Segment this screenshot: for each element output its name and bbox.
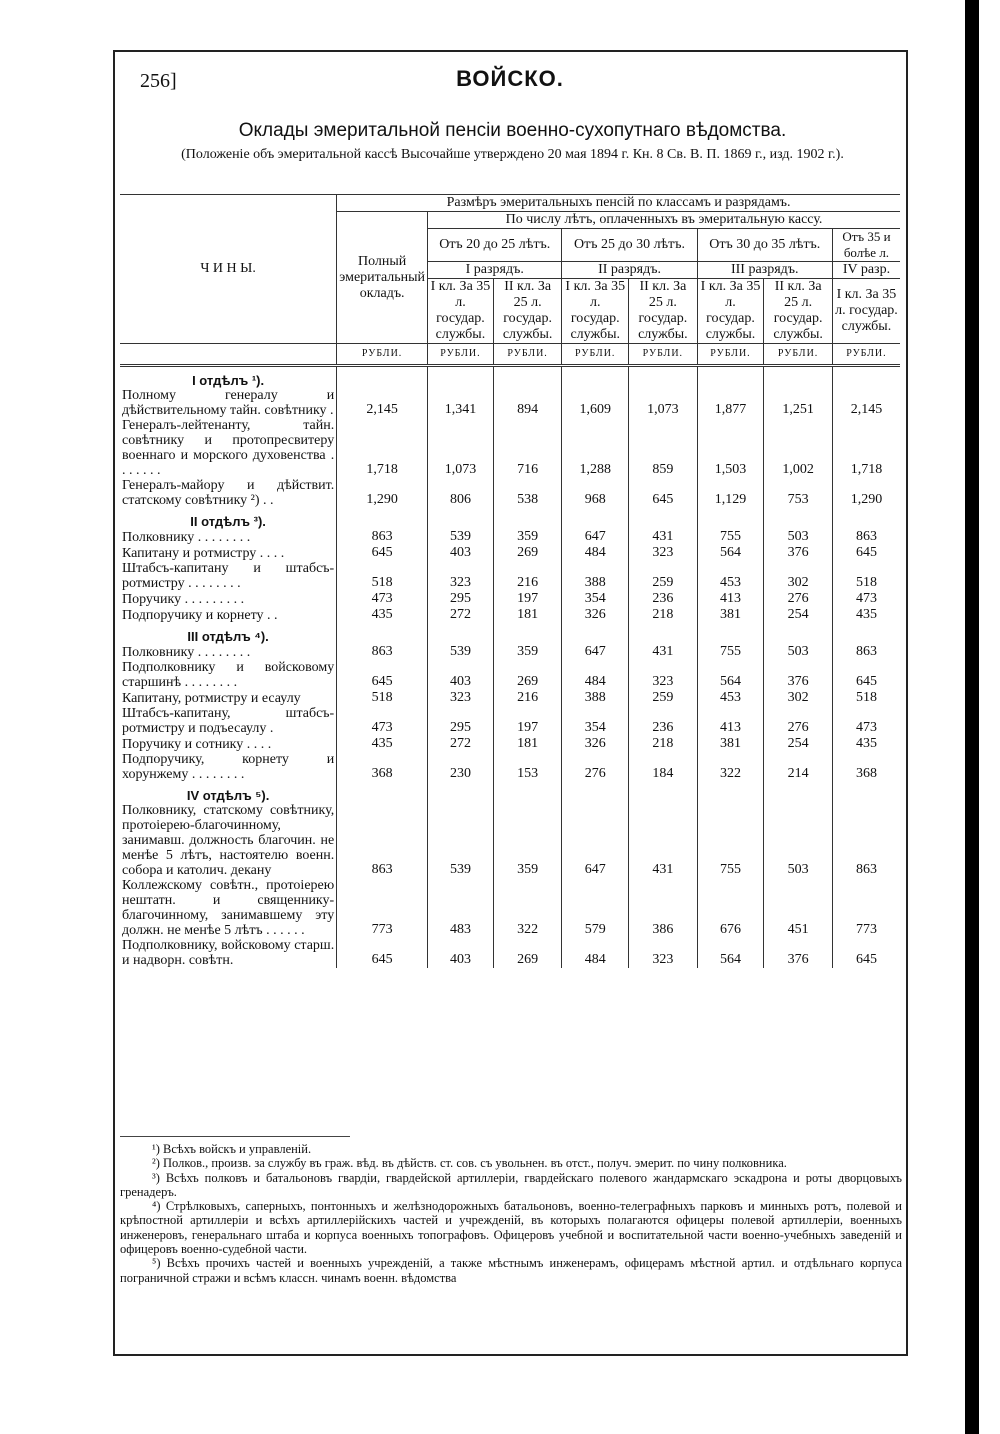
value-cell: 368 xyxy=(832,752,900,782)
rank-header: IV разр. xyxy=(832,262,900,279)
period-header: Отъ 20 до 25 лѣтъ. xyxy=(428,229,562,262)
unit-label: РУБЛИ. xyxy=(764,344,833,366)
value-cell: 272 xyxy=(428,736,494,752)
value-cell: 1,288 xyxy=(562,418,629,478)
empty-cell xyxy=(493,782,562,803)
value-cell: 859 xyxy=(629,418,698,478)
value-cell: 413 xyxy=(697,706,764,736)
value-cell: 181 xyxy=(493,736,562,752)
class-header: II кл. За 25 л. государ. службы. xyxy=(493,279,562,344)
empty-cell xyxy=(697,508,764,529)
table-row xyxy=(120,660,900,690)
unit-label: РУБЛИ. xyxy=(697,344,764,366)
value-cell: 359 xyxy=(493,529,562,545)
table-row xyxy=(120,561,900,591)
empty-cell xyxy=(764,623,833,644)
empty-cell xyxy=(764,366,833,389)
row-label: Полковнику, статскому совѣтнику, протоіерею-благочинному, занимавш. должность благочин. не менѣе 5 лѣтъ, настоятелю военн. собора и католич. декану xyxy=(122,803,335,878)
footnote-rule xyxy=(120,1136,350,1137)
value-cell: 153 xyxy=(493,752,562,782)
value-cell: 435 xyxy=(337,736,428,752)
empty-cell xyxy=(428,366,494,389)
row-label: Поручику и сотнику . . . . xyxy=(122,737,272,752)
section-heading-row xyxy=(120,366,900,389)
empty-cell xyxy=(428,782,494,803)
value-cell: 368 xyxy=(337,752,428,782)
value-cell: 276 xyxy=(562,752,629,782)
value-cell: 322 xyxy=(493,878,562,938)
scan-edge-bar xyxy=(965,0,979,1434)
value-cell: 295 xyxy=(428,591,494,607)
value-cell: 518 xyxy=(337,690,428,706)
value-cell: 269 xyxy=(493,938,562,968)
table-row xyxy=(120,545,900,561)
value-cell: 716 xyxy=(493,418,562,478)
class-header: II кл. За 25 л. государ. службы. xyxy=(764,279,833,344)
row-label: Подпоручику и корнету . . xyxy=(122,608,278,623)
value-cell: 376 xyxy=(764,938,833,968)
value-cell: 2,145 xyxy=(832,388,900,418)
empty-cell xyxy=(562,782,629,803)
value-cell: 473 xyxy=(337,591,428,607)
empty-cell xyxy=(629,623,698,644)
table-row xyxy=(120,529,900,545)
value-cell: 216 xyxy=(493,690,562,706)
pension-table xyxy=(120,194,900,968)
section-title: IV отдѣлъ ⁵). xyxy=(186,788,270,803)
value-cell: 435 xyxy=(832,736,900,752)
value-cell: 376 xyxy=(764,660,833,690)
value-cell: 388 xyxy=(562,690,629,706)
value-cell: 323 xyxy=(428,561,494,591)
value-cell: 381 xyxy=(697,736,764,752)
value-cell: 1,877 xyxy=(697,388,764,418)
class-header: I кл. За 35 л. государ. службы. xyxy=(562,279,629,344)
value-cell: 503 xyxy=(764,803,833,878)
row-label: Капитану, ротмистру и есаулу xyxy=(122,691,301,706)
value-cell: 218 xyxy=(629,607,698,623)
value-cell: 579 xyxy=(562,878,629,938)
value-cell: 322 xyxy=(697,752,764,782)
empty-cell xyxy=(764,508,833,529)
section-title: III отдѣлъ ⁴). xyxy=(187,629,269,644)
value-cell: 863 xyxy=(337,644,428,660)
period-header: Отъ 30 до 35 лѣтъ. xyxy=(697,229,832,262)
value-cell: 1,290 xyxy=(337,478,428,508)
footnote: ⁵) Всѣхъ прочихъ частей и военныхъ учрежденій, а также мѣстнымъ инженерамъ, офицерамъ мѣстной артил. и отдѣльнаго корпуса пограничной стражи и всѣмъ классн. чинамъ военн. вѣдомства xyxy=(120,1256,902,1285)
footnote: ²) Полков., произв. за службу въ граж. вѣд. въ дѣйств. ст. сов. съ увольнен. въ отст., получ. эмерит. по чину полковника. xyxy=(152,1156,787,1171)
unit-label: РУБЛИ. xyxy=(428,344,494,366)
row-label: Генералъ-майору и дѣйствит. статскому совѣтнику ²) . . xyxy=(122,478,335,508)
value-cell: 1,129 xyxy=(697,478,764,508)
section-title: II отдѣлъ ³). xyxy=(190,514,266,529)
footnote: ³) Всѣхъ полковъ и батальоновъ гвардіи, гвардейской артиллеріи, гвардейскаго полевого жандармскаго эскадрона и роты дворцовыхъ гренадеръ. xyxy=(120,1170,902,1199)
rank-header: III разрядъ. xyxy=(697,262,832,279)
unit-label: РУБЛИ. xyxy=(832,344,900,366)
value-cell: 184 xyxy=(629,752,698,782)
table-row xyxy=(120,478,900,508)
value-cell: 484 xyxy=(562,545,629,561)
value-cell: 539 xyxy=(428,529,494,545)
page-frame-left xyxy=(113,50,115,1355)
table-row xyxy=(120,938,900,968)
value-cell: 431 xyxy=(629,644,698,660)
row-label: Штабсъ-капитану и штабсъ-ротмистру . . . . . . . . xyxy=(122,561,335,591)
value-cell: 269 xyxy=(493,545,562,561)
value-cell: 539 xyxy=(428,803,494,878)
value-cell: 323 xyxy=(629,545,698,561)
empty-cell xyxy=(629,508,698,529)
value-cell: 539 xyxy=(428,644,494,660)
empty-cell xyxy=(832,508,900,529)
value-cell: 483 xyxy=(428,878,494,938)
value-cell: 276 xyxy=(764,591,833,607)
value-cell: 645 xyxy=(832,545,900,561)
section-heading-row xyxy=(120,782,900,803)
rank-header: I разрядъ. xyxy=(428,262,562,279)
value-cell: 403 xyxy=(428,938,494,968)
value-cell: 197 xyxy=(493,706,562,736)
value-cell: 236 xyxy=(629,706,698,736)
empty-cell xyxy=(764,782,833,803)
value-cell: 863 xyxy=(832,529,900,545)
unit-label: РУБЛИ. xyxy=(337,344,428,366)
table-row xyxy=(120,803,900,878)
row-label: Поручику . . . . . . . . . xyxy=(122,592,245,607)
value-cell: 473 xyxy=(337,706,428,736)
value-cell: 503 xyxy=(764,644,833,660)
value-cell: 1,002 xyxy=(764,418,833,478)
value-cell: 354 xyxy=(562,591,629,607)
value-cell: 359 xyxy=(493,644,562,660)
value-cell: 214 xyxy=(764,752,833,782)
value-cell: 451 xyxy=(764,878,833,938)
value-cell: 388 xyxy=(562,561,629,591)
value-cell: 2,145 xyxy=(337,388,428,418)
value-cell: 894 xyxy=(493,388,562,418)
value-cell: 676 xyxy=(697,878,764,938)
value-cell: 773 xyxy=(337,878,428,938)
value-cell: 755 xyxy=(697,644,764,660)
value-cell: 645 xyxy=(337,938,428,968)
row-label: Полному генералу и дѣйствительному тайн. совѣтнику . xyxy=(122,388,335,418)
table-row xyxy=(120,644,900,660)
section-heading-row xyxy=(120,623,900,644)
page-frame-top xyxy=(113,50,908,52)
value-cell: 453 xyxy=(697,690,764,706)
value-cell: 302 xyxy=(764,690,833,706)
value-cell: 323 xyxy=(629,938,698,968)
empty-cell xyxy=(562,508,629,529)
value-cell: 755 xyxy=(697,803,764,878)
empty-cell xyxy=(697,366,764,389)
unit-label: РУБЛИ. xyxy=(629,344,698,366)
value-cell: 1,073 xyxy=(428,418,494,478)
table-row xyxy=(120,690,900,706)
value-cell: 453 xyxy=(697,561,764,591)
value-cell: 218 xyxy=(629,736,698,752)
page-frame-bottom xyxy=(113,1354,908,1356)
value-cell: 473 xyxy=(832,706,900,736)
class-header: I кл. За 35 л. государ. службы. xyxy=(697,279,764,344)
col-header-full-salary: Полный эмеритальный окладъ. xyxy=(337,212,428,344)
footnotes xyxy=(120,1142,902,1285)
value-cell: 1,251 xyxy=(764,388,833,418)
value-cell: 645 xyxy=(832,938,900,968)
value-cell: 259 xyxy=(629,561,698,591)
value-cell: 254 xyxy=(764,607,833,623)
row-label: Коллежскому совѣтн., протоіерею нештатн. и священнику-благочинному, занимавшему эту должн. не менѣе 5 лѣтъ . . . . . . xyxy=(122,878,335,938)
value-cell: 647 xyxy=(562,803,629,878)
value-cell: 431 xyxy=(629,529,698,545)
section-heading-row xyxy=(120,508,900,529)
value-cell: 403 xyxy=(428,545,494,561)
row-label: Подполковнику и войсковому старшинѣ . . . . . . . . xyxy=(122,660,335,690)
value-cell: 326 xyxy=(562,607,629,623)
value-cell: 1,718 xyxy=(832,418,900,478)
value-cell: 484 xyxy=(562,660,629,690)
value-cell: 1,503 xyxy=(697,418,764,478)
value-cell: 564 xyxy=(697,660,764,690)
table-row xyxy=(120,388,900,418)
empty-cell xyxy=(428,623,494,644)
empty-cell xyxy=(832,366,900,389)
class-header: II кл. За 25 л. государ. службы. xyxy=(629,279,698,344)
value-cell: 413 xyxy=(697,591,764,607)
value-cell: 647 xyxy=(562,644,629,660)
empty-cell xyxy=(493,508,562,529)
value-cell: 230 xyxy=(428,752,494,782)
value-cell: 295 xyxy=(428,706,494,736)
value-cell: 755 xyxy=(697,529,764,545)
empty-cell xyxy=(697,623,764,644)
empty-cell xyxy=(832,623,900,644)
rank-header: II разрядъ. xyxy=(562,262,697,279)
value-cell: 863 xyxy=(832,644,900,660)
empty-cell xyxy=(428,508,494,529)
empty-cell xyxy=(562,623,629,644)
row-label: Генералъ-лейтенанту, тайн. совѣтнику и протопресвитеру военнаго и морского духовенства . . . . . . . xyxy=(122,418,335,478)
empty-cell xyxy=(629,782,698,803)
page-frame-right xyxy=(906,50,908,1355)
footnote: ⁴) Стрѣлковыхъ, саперныхъ, понтонныхъ и желѣзнодорожныхъ батальоновъ, военно-телеграфныхъ парковъ и минныхъ ротъ, полевой и крѣпостной артиллеріи и всѣхъ артиллерійскихъ частей и учрежденій, въ которыхъ полагаются офицеры полевой артиллеріи, военныхъ инженеровъ, генеральнаго штаба и корпуса военныхъ топографовъ. Офицеровъ учебной и воспитательной части военно-учебныхъ заведеній и офицеровъ военно-судебной части. xyxy=(120,1199,902,1257)
value-cell: 302 xyxy=(764,561,833,591)
table-row xyxy=(120,752,900,782)
empty-cell xyxy=(562,366,629,389)
row-label: Подполковнику, войсковому старш. и надворн. совѣтн. xyxy=(122,938,335,968)
row-label: Штабсъ-капитану, штабсъ-ротмистру и подъесаулу . xyxy=(122,706,335,736)
row-label: Капитану и ротмистру . . . . xyxy=(122,546,285,561)
table-body xyxy=(120,366,900,969)
table-row xyxy=(120,607,900,623)
col-header-years: По числу лѣтъ, оплаченныхъ въ эмеритальную кассу. xyxy=(428,212,900,229)
document-title: Оклады эмеритальной пенсіи военно-сухопутнаго вѣдомства. xyxy=(238,120,787,141)
value-cell: 484 xyxy=(562,938,629,968)
value-cell: 503 xyxy=(764,529,833,545)
value-cell: 518 xyxy=(337,561,428,591)
page-number: 256] xyxy=(140,70,177,92)
value-cell: 259 xyxy=(629,690,698,706)
empty-cell xyxy=(629,366,698,389)
value-cell: 435 xyxy=(337,607,428,623)
value-cell: 216 xyxy=(493,561,562,591)
empty-cell xyxy=(337,782,428,803)
empty-cell xyxy=(493,623,562,644)
value-cell: 518 xyxy=(832,561,900,591)
value-cell: 564 xyxy=(697,545,764,561)
empty-cell xyxy=(493,366,562,389)
value-cell: 1,609 xyxy=(562,388,629,418)
value-cell: 518 xyxy=(832,690,900,706)
value-cell: 181 xyxy=(493,607,562,623)
value-cell: 773 xyxy=(832,878,900,938)
value-cell: 197 xyxy=(493,591,562,607)
value-cell: 645 xyxy=(832,660,900,690)
value-cell: 435 xyxy=(832,607,900,623)
unit-label: РУБЛИ. xyxy=(562,344,629,366)
empty-cell xyxy=(337,508,428,529)
period-header: Отъ 35 и болѣе л. xyxy=(832,229,900,262)
running-title: ВОЙСКО. xyxy=(456,66,564,91)
empty-cell xyxy=(337,366,428,389)
period-header: Отъ 25 до 30 лѣтъ. xyxy=(562,229,697,262)
value-cell: 323 xyxy=(428,690,494,706)
document-subtitle: (Положеніе объ эмеритальной кассѣ Высочайше утверждено 20 мая 1894 г. Кн. 8 Св. В. П. 1869 г., изд. 1902 г.). xyxy=(181,147,844,162)
value-cell: 863 xyxy=(337,803,428,878)
value-cell: 376 xyxy=(764,545,833,561)
value-cell: 806 xyxy=(428,478,494,508)
footnote: ¹) Всѣхъ войскъ и управленій. xyxy=(152,1142,312,1156)
value-cell: 386 xyxy=(629,878,698,938)
value-cell: 403 xyxy=(428,660,494,690)
section-title: I отдѣлъ ¹). xyxy=(192,373,265,388)
value-cell: 645 xyxy=(337,545,428,561)
value-cell: 968 xyxy=(562,478,629,508)
value-cell: 354 xyxy=(562,706,629,736)
unit-label: РУБЛИ. xyxy=(493,344,562,366)
table-row xyxy=(120,418,900,478)
value-cell: 276 xyxy=(764,706,833,736)
value-cell: 326 xyxy=(562,736,629,752)
value-cell: 645 xyxy=(629,478,698,508)
value-cell: 381 xyxy=(697,607,764,623)
value-cell: 753 xyxy=(764,478,833,508)
value-cell: 1,718 xyxy=(337,418,428,478)
table-row xyxy=(120,706,900,736)
value-cell: 269 xyxy=(493,660,562,690)
class-header: I кл. За 35 л. государ. службы. xyxy=(832,279,900,344)
value-cell: 1,290 xyxy=(832,478,900,508)
value-cell: 645 xyxy=(337,660,428,690)
row-label: Полковнику . . . . . . . . xyxy=(122,530,251,545)
value-cell: 647 xyxy=(562,529,629,545)
row-label: Полковнику . . . . . . . . xyxy=(122,645,251,660)
table-row xyxy=(120,591,900,607)
value-cell: 254 xyxy=(764,736,833,752)
empty-cell xyxy=(337,623,428,644)
table-row xyxy=(120,878,900,938)
value-cell: 323 xyxy=(629,660,698,690)
row-label: Подпоручику, корнету и хорунжему . . . . . . . . xyxy=(122,752,335,782)
value-cell: 863 xyxy=(337,529,428,545)
value-cell: 1,073 xyxy=(629,388,698,418)
empty-cell xyxy=(697,782,764,803)
col-header-chiny: Ч И Н Ы. xyxy=(120,195,337,344)
value-cell: 538 xyxy=(493,478,562,508)
class-header: I кл. За 35 л. государ. службы. xyxy=(428,279,494,344)
value-cell: 473 xyxy=(832,591,900,607)
col-header-top: Размѣръ эмеритальныхъ пенсій по классамъ и разрядамъ. xyxy=(337,195,900,212)
table-row xyxy=(120,736,900,752)
empty-cell xyxy=(832,782,900,803)
value-cell: 863 xyxy=(832,803,900,878)
value-cell: 1,341 xyxy=(428,388,494,418)
value-cell: 359 xyxy=(493,803,562,878)
value-cell: 431 xyxy=(629,803,698,878)
value-cell: 272 xyxy=(428,607,494,623)
unit-spacer xyxy=(120,344,337,366)
value-cell: 564 xyxy=(697,938,764,968)
value-cell: 236 xyxy=(629,591,698,607)
